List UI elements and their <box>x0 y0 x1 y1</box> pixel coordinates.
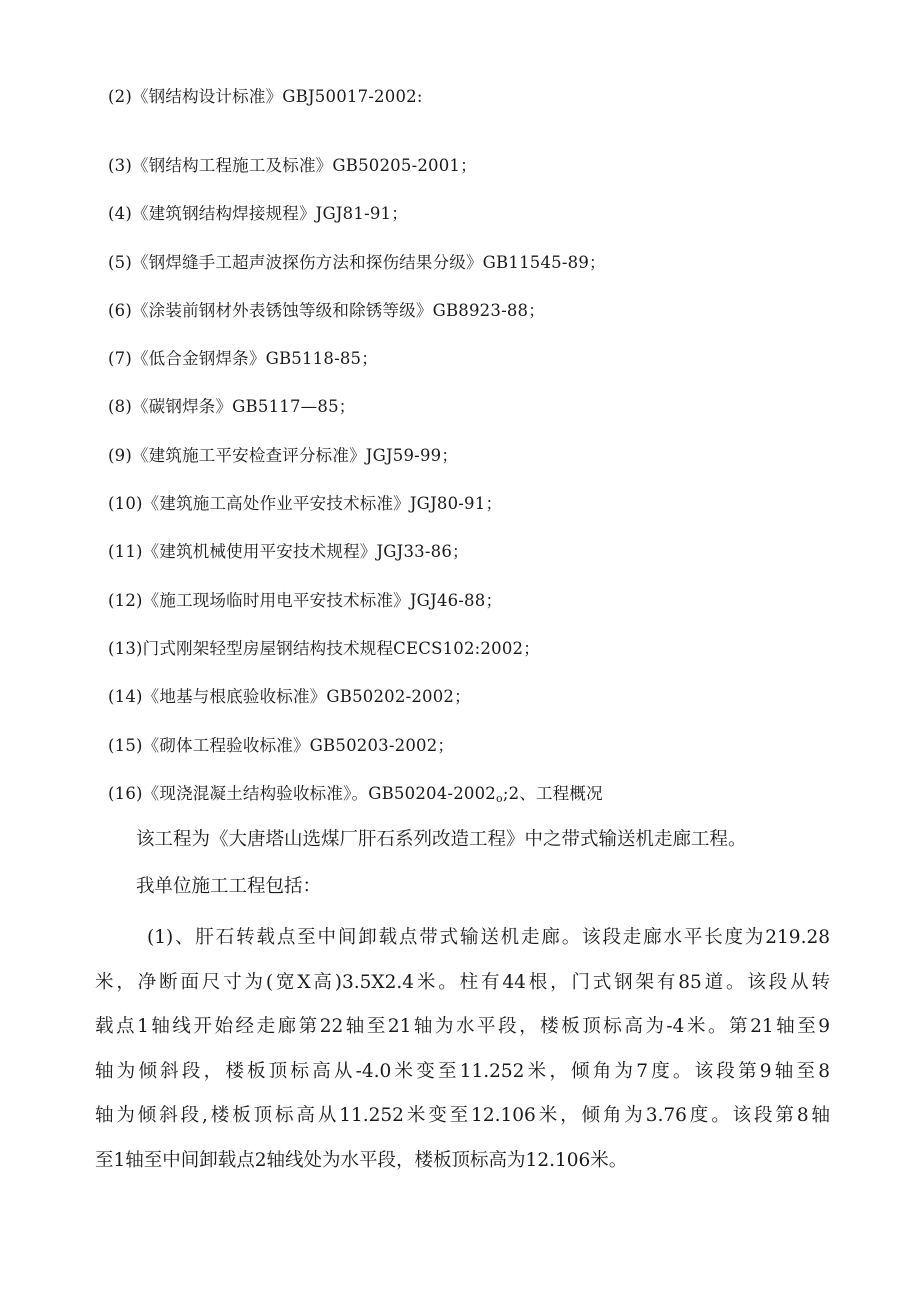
scope-item-1-paragraph <box>95 920 830 1188</box>
reference-standards-list <box>108 85 868 835</box>
reference-item-last <box>108 782 868 811</box>
reference-item: (11)《建筑机械使用平安技术规程》JGJ33-86； <box>108 542 469 562</box>
reference-item: (3)《钢结构工程施工及标准》GB50205-2001； <box>108 156 477 175</box>
reference-item: (2)《钢结构设计标准》GBJ50017-2002: <box>108 87 423 106</box>
reference-item: (12)《施工现场临时用电平安技术标准》JGJ46-88； <box>108 590 503 610</box>
section-heading-inline: ;2、工程概况 <box>502 783 603 803</box>
scope-heading: 我单位施工工程包括： <box>136 876 322 897</box>
reference-item: (8)《碳钢焊条》GB5117—85； <box>108 397 356 417</box>
reference-main-text: (16)《现浇混凝土结构验收标准》。GB50204-2002 <box>108 783 496 803</box>
reference-item: (13)门式刚架轻型房屋钢结构技术规程CECS102:2002； <box>108 638 540 658</box>
paragraph-line: (1)、肝石转载点至中间卸载点带式输送机走廊。该段走廊水平长度为219.28 <box>147 927 830 948</box>
project-intro-paragraph: 该工程为《大唐塔山选煤厂肝石系列改造工程》中之带式输送机走廊工程。 <box>136 829 747 850</box>
reference-item: (7)《低合金钢焊条》GB5118-85； <box>108 349 378 369</box>
paragraph-line: 载点1轴线开始经走廊第22轴至21轴为水平段，楼板顶标高为-4米。第21轴至9 <box>95 1016 830 1038</box>
reference-item: (10)《建筑施工高处作业平安技术标准》JGJ80-91； <box>108 494 503 514</box>
reference-subscript: o <box>495 791 503 805</box>
reference-item: (5)《钢焊缝手工超声波探伤方法和探伤结果分级》GB11545-89； <box>108 252 606 272</box>
paragraph-line: 轴为倾斜段,楼板顶标高从11.252米变至12.106米，倾角为3.76度。该段第8轴 <box>95 1105 830 1127</box>
reference-item: (9)《建筑施工平安检查评分标准》JGJ59-99； <box>108 445 459 465</box>
reference-item: (14)《地基与根底验收标准》GB50202-2002； <box>108 687 471 707</box>
reference-item: (15)《砌体工程验收标准》GB50203-2002； <box>108 735 455 755</box>
paragraph-line: 轴为倾斜段，楼板顶标高从-4.0米变至11.252米，倾角为7度。该段第9轴至8 <box>95 1060 830 1082</box>
paragraph-line: 米，净断面尺寸为(宽X高)3.5X2.4米。柱有44根，门式钢架有85道。该段从转 <box>95 971 830 993</box>
reference-item: (4)《建筑钢结构焊接规程》JGJ81-91； <box>108 204 408 224</box>
paragraph-line: 至1轴至中间卸载点2轴线处为水平段，楼板顶标高为12.106米。 <box>95 1149 628 1171</box>
reference-item: (6)《涂装前钢材外表锈蚀等级和除锈等级》GB8923-88； <box>108 300 545 320</box>
